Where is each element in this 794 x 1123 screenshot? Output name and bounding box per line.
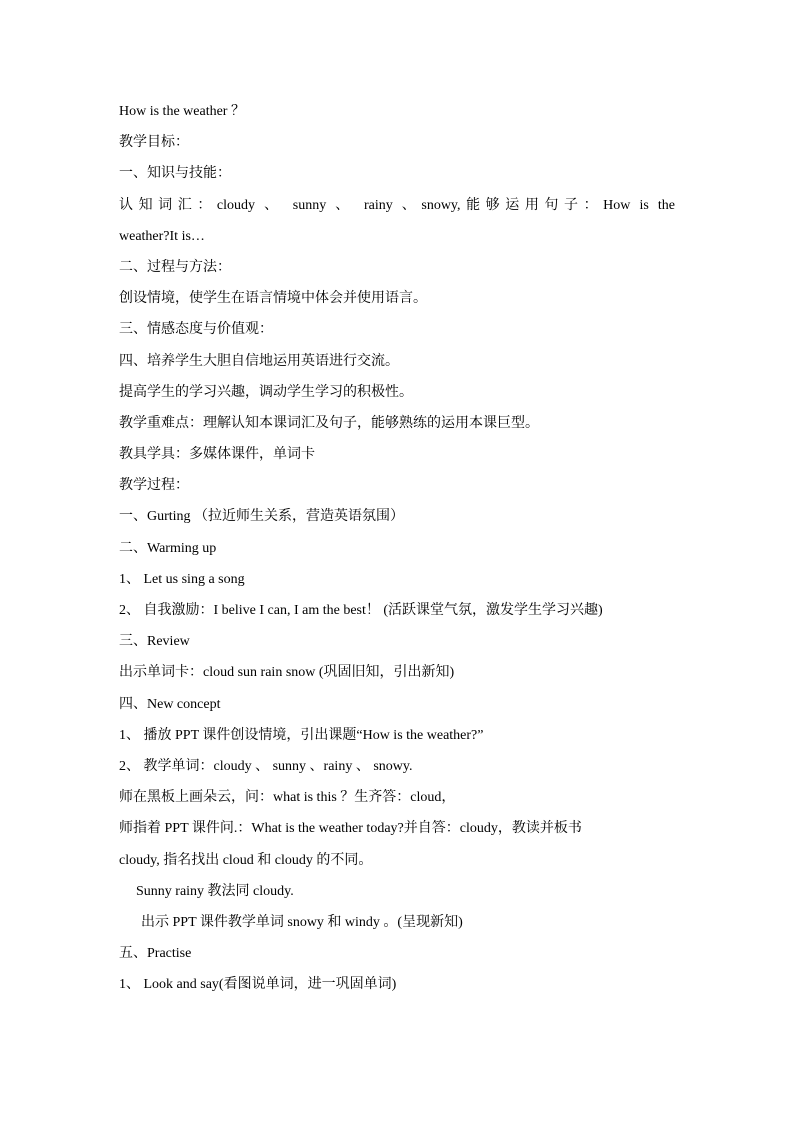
heading-emotion-values: 三、情感态度与价值观： bbox=[119, 322, 273, 338]
paragraph-key-points: 教学重难点：理解认知本课词汇及句子，能够熟练的运用本课巨型。 bbox=[119, 415, 539, 431]
warming-item-2: 2、 自我激励：I belive I can, I am the best！ (活跃课堂气氛，激发学生学习兴趣) bbox=[119, 603, 603, 618]
step-practise: 五、Practise bbox=[119, 946, 192, 962]
warming-item-1: 1、 Let us sing a song bbox=[119, 571, 245, 587]
paragraph-vocabulary: 认知词汇：cloudy 、 sunny 、 rainy 、snowy,能够运用句子：How is the bbox=[119, 197, 675, 213]
heading-knowledge-skills: 一、知识与技能： bbox=[119, 166, 231, 182]
practise-item-1: 1、 Look and say(看图说单词，进一巩固单词) bbox=[119, 977, 397, 993]
concept-detail-weather: 师指着 PPT 课件问.：What is the weather today?并自答：cloudy，教读并板书 bbox=[119, 821, 582, 837]
paragraph-vocabulary-continued: weather?It is… bbox=[119, 228, 205, 244]
concept-detail-cloud: 师在黑板上画朵云，问：what is this ？生齐答：cloud， bbox=[119, 790, 456, 806]
concept-detail-difference: cloudy, 指名找出 cloud 和 cloudy 的不同。 bbox=[119, 852, 373, 868]
paragraph-confidence: 四、培养学生大胆自信地运用英语进行交流。 bbox=[119, 353, 399, 369]
step-warming-up: 二、Warming up bbox=[119, 540, 217, 556]
step-new-concept: 四、New concept bbox=[119, 696, 221, 712]
heading-process-methods: 二、过程与方法： bbox=[119, 259, 231, 275]
step-review: 三、Review bbox=[119, 634, 190, 650]
paragraph-interest: 提高学生的学习兴趣，调动学生学习的积极性。 bbox=[119, 384, 413, 400]
concept-item-2: 2、 教学单词：cloudy 、 sunny 、rainy 、 snowy. bbox=[119, 758, 413, 774]
document-body bbox=[119, 96, 675, 1000]
concept-detail-snowy-windy: 出示 PPT 课件教学单词 snowy 和 windy 。(呈现新知) bbox=[141, 914, 463, 930]
heading-teaching-process: 教学过程： bbox=[119, 478, 189, 494]
step-greeting: 一、Gurting （拉近师生关系，营造英语氛围） bbox=[119, 509, 405, 525]
heading-teaching-objectives: 教学目标： bbox=[119, 135, 189, 151]
lesson-title: How is the weather ？ bbox=[119, 104, 245, 119]
concept-detail-sunny-rainy: Sunny rainy 教法同 cloudy. bbox=[136, 883, 294, 899]
paragraph-situation: 创设情境，使学生在语言情境中体会并使用语言。 bbox=[119, 291, 427, 307]
paragraph-teaching-aids: 教具学具：多媒体课件，单词卡 bbox=[119, 447, 315, 463]
concept-item-1: 1、 播放 PPT 课件创设情境，引出课题“How is the weather?” bbox=[119, 727, 484, 743]
review-detail: 出示单词卡：cloud sun rain snow (巩固旧知，引出新知) bbox=[119, 665, 455, 681]
